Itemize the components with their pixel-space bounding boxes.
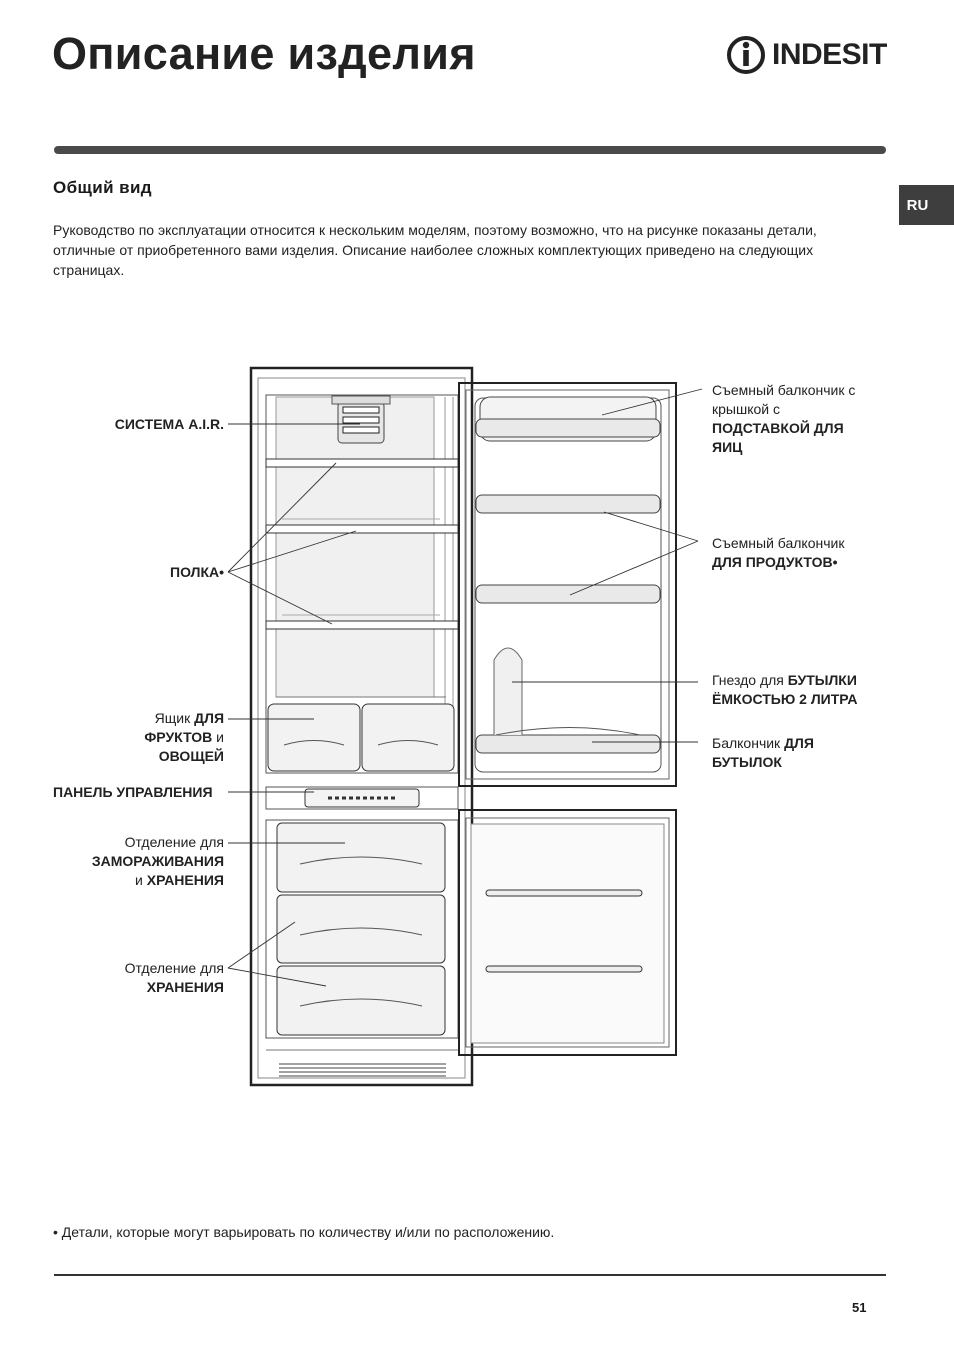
footer-rule xyxy=(54,1274,886,1276)
freezer-drawers xyxy=(277,823,445,1035)
label-freeze-compartment: Отделение для ЗАМОРАЖИВАНИЯ и ХРАНЕНИЯ xyxy=(91,834,224,888)
lower-door xyxy=(459,810,676,1055)
label-crisper: Ящик ДЛЯ ФРУКТОВ и ОВОЩЕЙ xyxy=(144,710,224,764)
section-heading: Общий вид xyxy=(53,178,152,197)
air-unit xyxy=(332,396,390,443)
upper-door xyxy=(459,383,676,786)
base-vents xyxy=(266,1050,458,1076)
label-bottle-slot: Гнездо для БУТЫЛКИ ЁМКОСТЬЮ 2 ЛИТРА xyxy=(712,672,858,707)
intro-paragraph: Руководство по эксплуатации относится к нескольким моделям, поэтому возможно, что на рисунке показаны детали, отличные от приобретенного вами изделия. Описание наиболее сложных комплектующих приведено на следующих страницах. xyxy=(53,222,817,278)
page-title: Описание изделия xyxy=(52,28,476,79)
label-shelf: ПОЛКА• xyxy=(170,564,224,580)
label-control-panel: ПАНЕЛЬ УПРАВЛЕНИЯ xyxy=(53,784,213,800)
footnote: • Детали, которые могут варьировать по количеству и/или по расположению. xyxy=(53,1224,555,1240)
brand-name: INDESIT xyxy=(772,38,887,71)
label-bottle-balcony: Балкончик ДЛЯ БУТЫЛОК xyxy=(712,735,814,770)
label-air-system: СИСТЕМА A.I.R. xyxy=(114,416,224,432)
label-food-balcony: Съемный балкончик ДЛЯ ПРОДУКТОВ• xyxy=(712,535,845,570)
control-panel xyxy=(266,787,458,809)
label-storage-compartment: Отделение для ХРАНЕНИЯ xyxy=(124,960,224,995)
crisper-drawers xyxy=(268,704,454,771)
label-egg-balcony: Съемный балкончик с крышкой с ПОДСТАВКОЙ ДЛЯ ЯИЦ xyxy=(712,382,856,455)
page-number: 51 xyxy=(852,1300,867,1315)
language-tab: RU xyxy=(899,185,954,225)
